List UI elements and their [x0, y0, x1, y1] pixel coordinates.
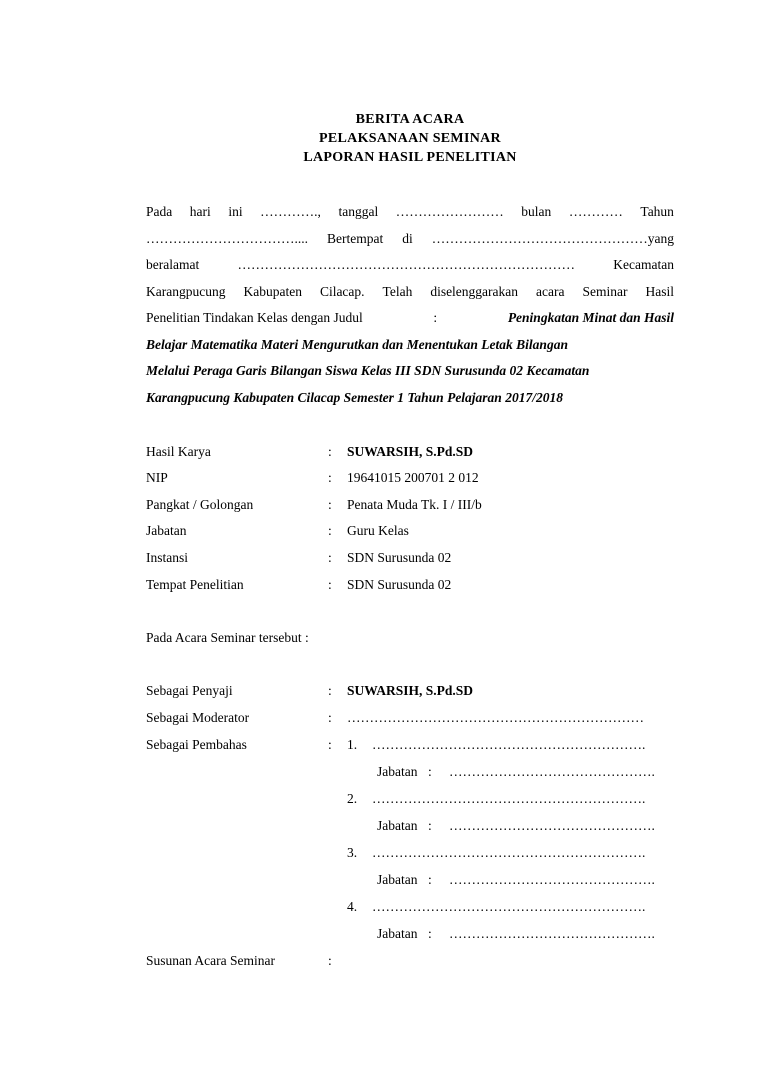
intro-line-4: Karangpucung Kabupaten Cilacap. Telah diselenggarakan acara Seminar Hasil: [146, 283, 674, 299]
intro-line-2: …………………………….... Bertempat di …………………………………………yang: [146, 230, 674, 246]
document-page: BERITA ACARA PELAKSANAAN SEMINAR LAPORAN HASIL PENELITIAN Pada hari ini …………., tanggal …………………… bulan ………… Tahun …………………………….... Bertempat di …………………………………………yang beralamat ………………………………………………………………… Kecamatan Karangpucung Kabupaten Cilacap. Telah diselenggarakan acara Seminar Hasil Penelitian Tindakan Kelas dengan Judul : Peningkatan Minat dan Hasil Belajar Matematika Materi Mengurutkan dan Menentukan Letak Bilangan Melalui Peraga Garis Bilangan Siswa Kelas III SDN Surusunda 02 Kecamatan Karangpucung Kabupaten Cilacap Semester 1 Tahun Pelajaran 2017/2018 Hasil Karya : SUWARSIH, S.Pd.SD NIP : 19641015 200701 2 012 Pangkat / Golongan : Penata Muda Tk. I / III/b Jabatan : Guru Kelas Instansi : SDN Surusunda 02 Tempat Penelitian : SDN Surusunda 02 Pada Acara Seminar tersebut : Sebagai Penyaji : SUWARSIH, S.Pd.SD Sebagai Moderator : ………………………………………………………… Sebagai Pembahas : 1. ……………………………………………………. Jabatan : ………………………………………. 2. ……………………………………………………. Jabatan : ………………………………………. 3. ……………………………………………………. Jabatan : ………………………………………. 4. ……………………………………………………. Jabatan : ………………………………………. Susunan Acara Seminar :: [0, 0, 768, 1087]
title-berita-acara: BERITA ACARA: [355, 112, 465, 127]
research-title-start: Peningkatan Minat dan Hasil: [507, 310, 674, 325]
title-pelaksanaan-seminar: PELAKSANAAN SEMINAR: [319, 131, 501, 146]
on-seminar-heading: Pada Acara Seminar tersebut :: [146, 630, 309, 645]
intro-line-3: beralamat ………………………………………………………………… Kecamatan: [146, 257, 674, 272]
research-title-line-3: Melalui Peraga Garis Bilangan Siswa Kelas III SDN Surusunda 02 Kecamatan: [146, 363, 590, 378]
intro-line-5: Penelitian Tindakan Kelas dengan Judul : Peningkatan Minat dan Hasil: [146, 305, 674, 332]
title-laporan-hasil: LAPORAN HASIL PENELITIAN: [303, 150, 517, 165]
intro-line-1: Pada hari ini …………., tanggal …………………… bulan ………… Tahun: [146, 204, 674, 219]
intro-paragraph: [146, 199, 674, 411]
research-title-line-4: Karangpucung Kabupaten Cilacap Semester 1 Tahun Pelajaran 2017/2018: [146, 389, 563, 405]
research-title-line-2: Belajar Matematika Materi Mengurutkan dan Menentukan Letak Bilangan: [146, 336, 568, 352]
